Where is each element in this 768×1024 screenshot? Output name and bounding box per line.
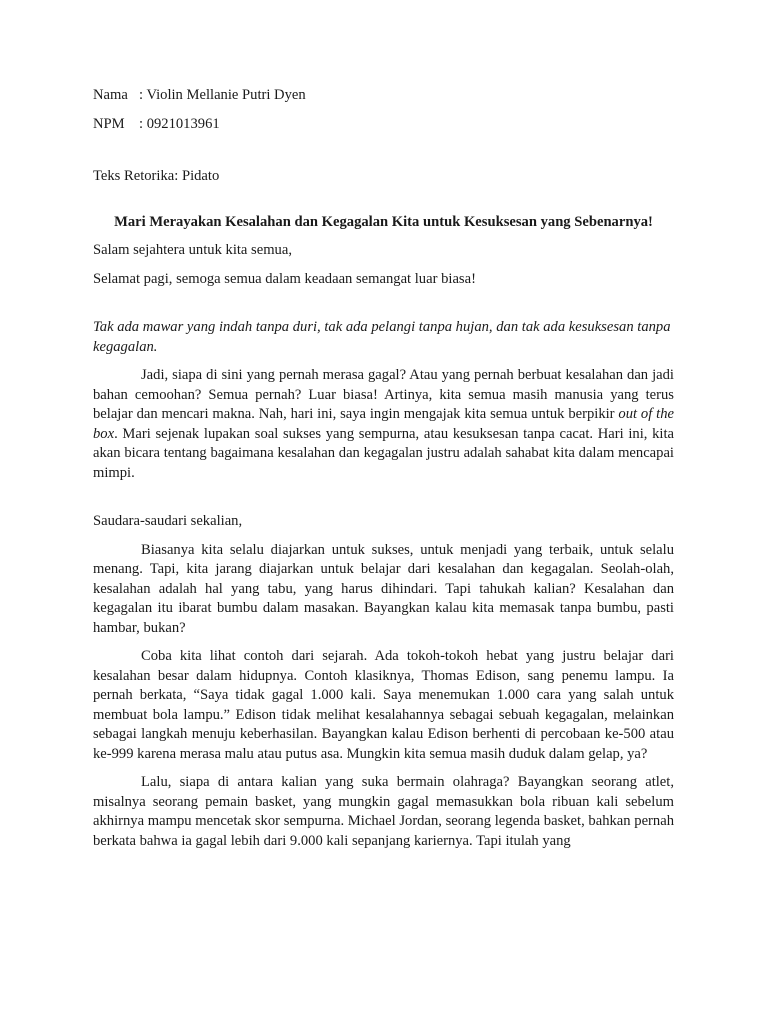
document-content: [93, 86, 674, 860]
opening-quote: Tak ada mawar yang indah tanpa duri, tak ada pelangi tanpa hujan, dan tak ada kesuksesan tanpa kegagalan.: [93, 319, 671, 355]
paragraph-1-start: Jadi, siapa di sini yang pernah merasa gagal? Atau yang pernah berbuat kesalahan dan jadi bahan cemoohan? Semua pernah? Luar biasa! Artinya, kita semua masih manusia yang terus belajar dan mencari makna. Nah, hari ini, saya ingin mengajak kita semua untuk berpikir: [93, 367, 674, 422]
name-value: : Violin Mellanie Putri Dyen: [139, 87, 306, 103]
address-line: Saudara-saudari sekalian,: [93, 513, 243, 529]
greeting-2: Selamat pagi, semoga semua dalam keadaan semangat luar biasa!: [93, 270, 476, 287]
name-label: Nama: [93, 87, 128, 103]
paragraph-1: [93, 366, 674, 483]
npm-value: : 0921013961: [139, 116, 220, 132]
paragraph-1-emphasis: out of the box: [93, 406, 674, 442]
speech-title: Mari Merayakan Kesalahan dan Kegagalan Kita untuk Kesuksesan yang Sebenarnya!: [114, 213, 653, 230]
greeting-1: Salam sejahtera untuk kita semua,: [93, 242, 292, 258]
paragraph-4: Lalu, siapa di antara kalian yang suka bermain olahraga? Bayangkan seorang atlet, misalnya seorang pemain basket, yang mungkin gagal memasukkan bola ribuan kali sebelum akhirnya mampu mencetak skor sempurna. Michael Jordan, seorang legenda basket, bahkan pernah berkata bahwa ia gagal lebih dari 9.000 kali sepanjang kariernya. Tapi itulah yang: [93, 774, 674, 849]
paragraph-1-end: . Mari sejenak lupakan soal sukses yang sempurna, atau kesuksesan tanpa cacat. Hari ini, kita akan bicara tentang bagaimana kesalahan dan kegagalan justru adalah sahabat kita dalam mencapai mimpi.: [93, 425, 674, 481]
paragraph-3: Coba kita lihat contoh dari sejarah. Ada tokoh-tokoh hebat yang justru belajar dari kesalahan besar dalam hidupnya. Contoh klasiknya, Thomas Edison, sang penemu lampu. Ia pernah berkata, “Saya tidak gagal 1.000 kali. Saya menemukan 1.000 cara yang salah untuk membuat bola lampu.” Edison tidak melihat kesalahannya sebagai sebuah kegagalan, melainkan sebagai langkah menuju keberhasilan. Bayangkan kalau Edison berhenti di percobaan ke-500 atau ke-999 karena merasa malu atau putus asa. Mungkin kita semua masih duduk dalam gelap, ya?: [93, 648, 674, 762]
npm-label: NPM: [93, 116, 125, 132]
subject-line: Teks Retorika: Pidato: [93, 168, 220, 184]
npm-row: [93, 115, 674, 135]
name-row: [93, 86, 674, 106]
paragraph-2: Biasanya kita selalu diajarkan untuk sukses, untuk menjadi yang terbaik, untuk selalu menang. Tapi, kita jarang diajarkan untuk belajar dari kesalahan dan kegagalan. Seolah-olah, kesalahan adalah hal yang tabu, yang harus dihindari. Tapi tahukah kalian? Kesalahan dan kegagalan itu ibarat bumbu dalam masakan. Bayangkan kalau kita memasak tanpa bumbu, pasti hambar, bukan?: [93, 541, 674, 636]
